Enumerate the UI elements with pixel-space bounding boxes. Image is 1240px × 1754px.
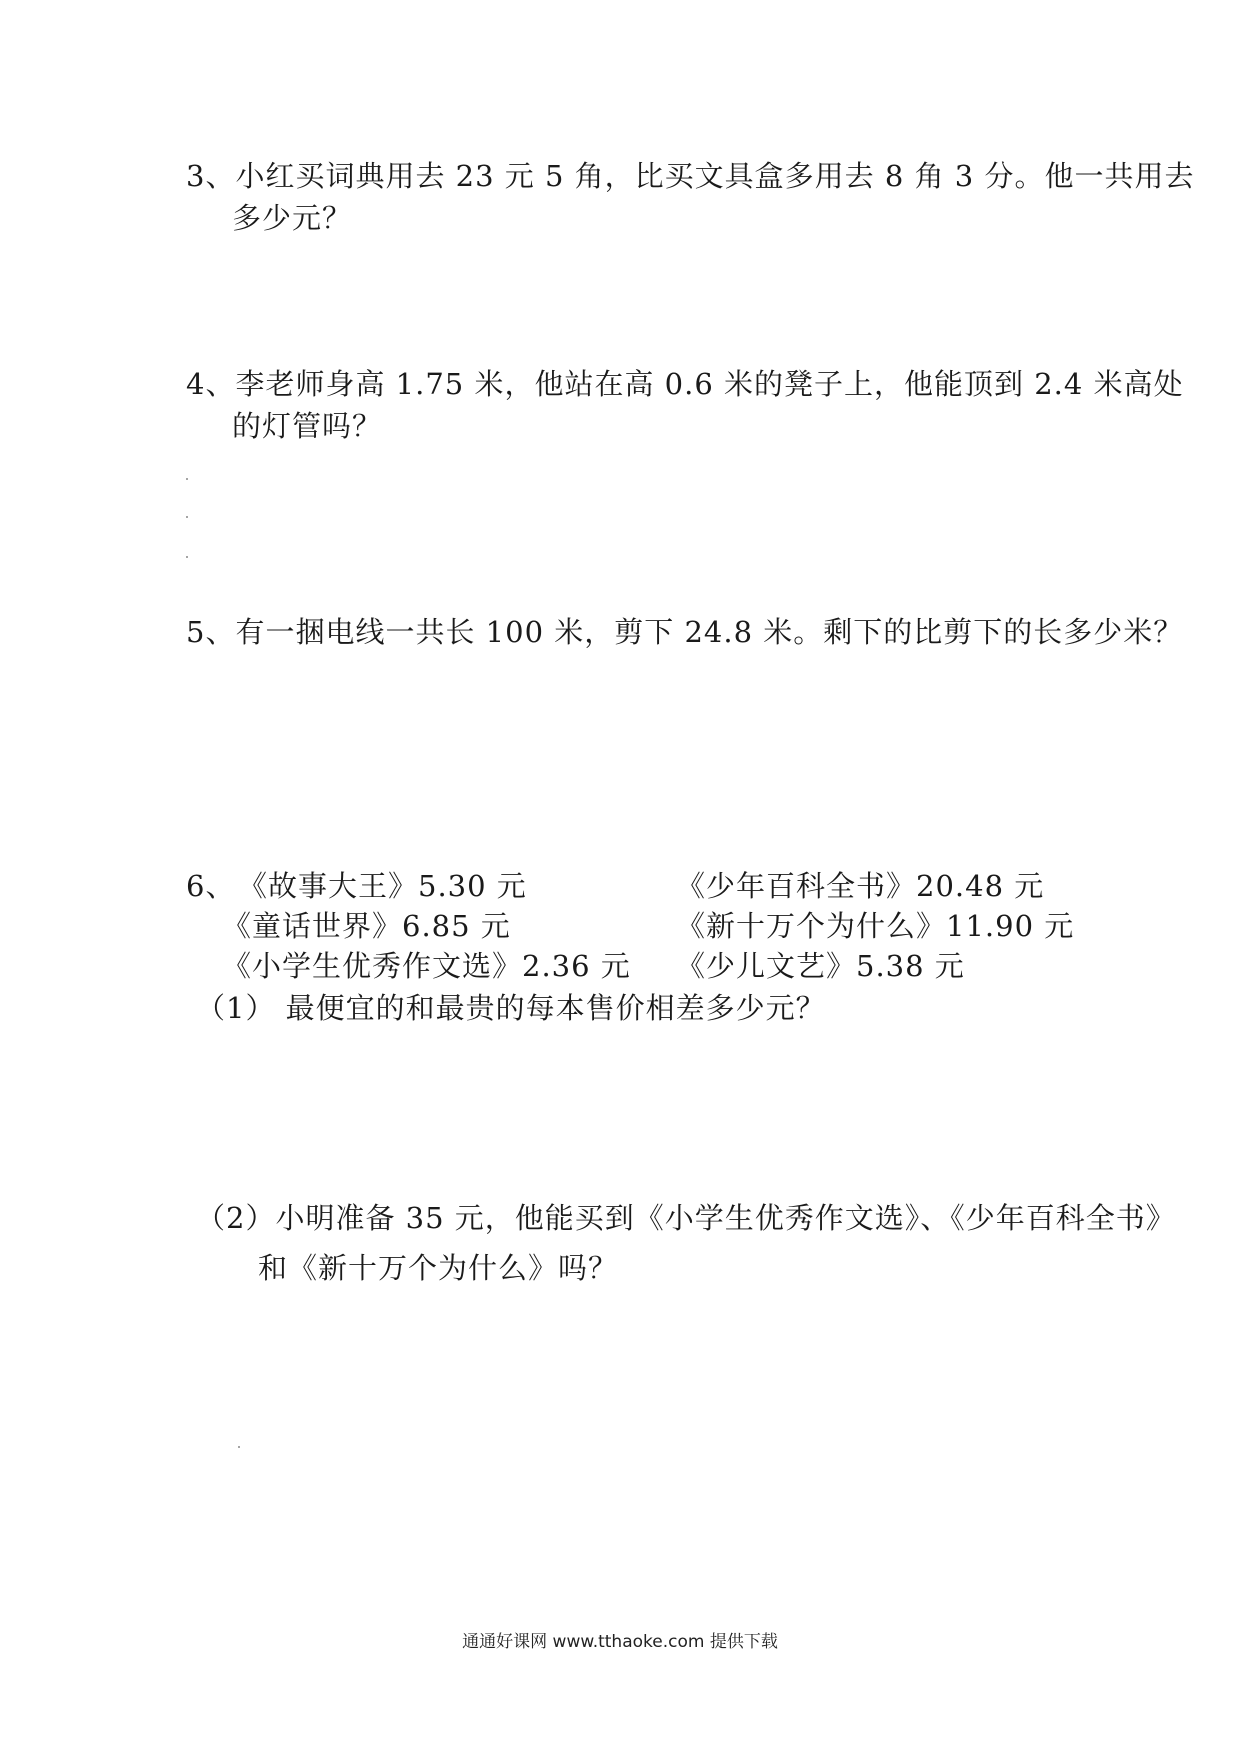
- footer-source-text: 通通好课网 www.tthaoke.com 提供下载: [462, 1632, 778, 1652]
- book-list-item: 《少儿文艺》5.38 元: [676, 949, 965, 983]
- book-list-item: 《故事大王》5.30 元: [238, 869, 527, 903]
- book-list-item: 《少年百科全书》20.48 元: [676, 869, 1045, 903]
- question-6-number: 6、: [186, 869, 236, 903]
- question-3-line-2: 多少元？: [232, 201, 353, 235]
- question-4-line-2: 的灯管吗？: [232, 409, 383, 443]
- book-list-item: 《新十万个为什么》11.90 元: [676, 909, 1075, 943]
- scan-speck: [186, 516, 188, 518]
- scan-speck: [238, 1446, 240, 1448]
- question-4-line-1: 4、李老师身高 1.75 米，他站在高 0.6 米的凳子上，他能顶到 2.4 米高处: [186, 367, 1184, 401]
- scan-speck: [186, 478, 188, 480]
- question-6-sub-2-line-1: （2）小明准备 35 元，他能买到《小学生优秀作文选》、《少年百科全书》: [196, 1201, 1176, 1235]
- question-6-sub-2-line-2: 和《新十万个为什么》吗？: [258, 1251, 619, 1285]
- scan-speck: [186, 556, 188, 558]
- book-list-item: 《童话世界》6.85 元: [222, 909, 511, 943]
- book-list-item: 《小学生优秀作文选》2.36 元: [222, 949, 631, 983]
- question-6-sub-1: （1） 最便宜的和最贵的每本售价相差多少元？: [196, 991, 826, 1025]
- question-5-line-1: 5、有一捆电线一共长 100 米，剪下 24.8 米。剩下的比剪下的长多少米？: [186, 615, 1184, 649]
- question-3-line-1: 3、小红买词典用去 23 元 5 角，比买文具盒多用去 8 角 3 分。他一共用去: [186, 159, 1195, 193]
